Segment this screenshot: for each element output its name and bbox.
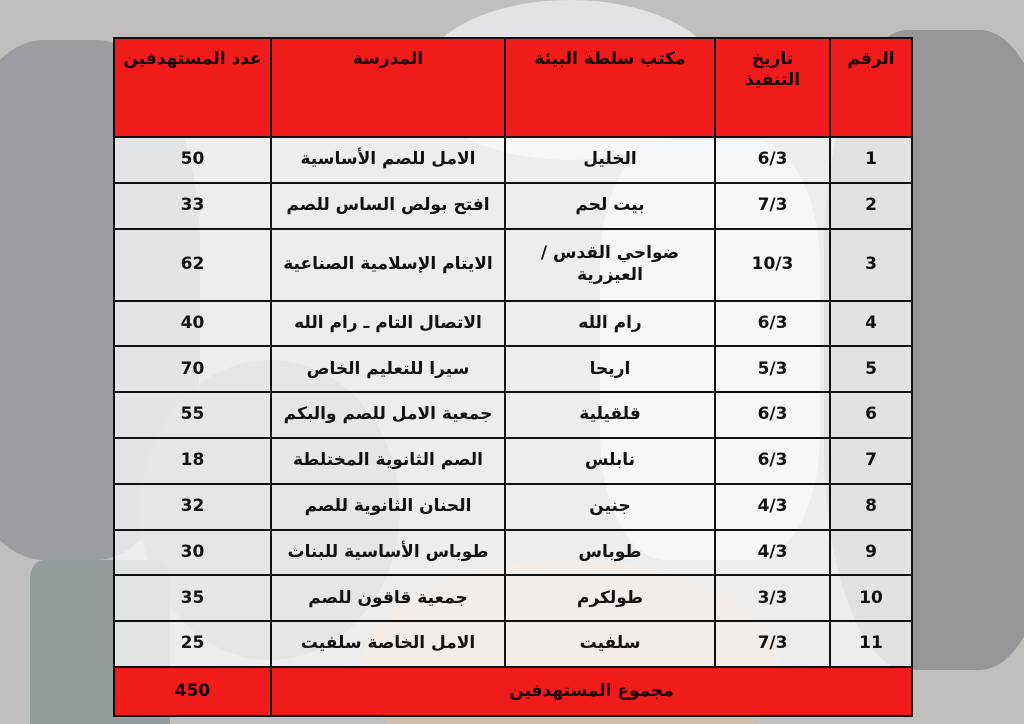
row-count: 70 <box>114 346 271 392</box>
row-date: 3/3 <box>715 575 830 621</box>
row-number: 5 <box>830 346 912 392</box>
row-date: 6/3 <box>715 438 830 484</box>
row-count: 32 <box>114 484 271 530</box>
row-number: 3 <box>830 229 912 301</box>
row-number: 11 <box>830 621 912 667</box>
row-date: 4/3 <box>715 484 830 530</box>
total-value: 450 <box>114 667 271 716</box>
row-date: 6/3 <box>715 301 830 347</box>
row-count: 35 <box>114 575 271 621</box>
row-school: الاتصال التام ـ رام الله <box>271 301 505 347</box>
row-date: 4/3 <box>715 530 830 576</box>
row-date: 6/3 <box>715 137 830 183</box>
table-row <box>114 438 912 484</box>
header-school: المدرسة <box>271 38 505 137</box>
row-office: جنين <box>505 484 715 530</box>
row-date: 6/3 <box>715 392 830 438</box>
table-row <box>114 530 912 576</box>
row-number: 10 <box>830 575 912 621</box>
table-row <box>114 301 912 347</box>
row-count: 40 <box>114 301 271 347</box>
row-date: 10/3 <box>715 229 830 301</box>
row-office: قلقيلية <box>505 392 715 438</box>
row-office: الخليل <box>505 137 715 183</box>
row-count: 55 <box>114 392 271 438</box>
row-count: 50 <box>114 137 271 183</box>
row-school: سيرا للتعليم الخاص <box>271 346 505 392</box>
table-row <box>114 575 912 621</box>
row-office: رام الله <box>505 301 715 347</box>
total-row <box>114 667 912 716</box>
row-count: 18 <box>114 438 271 484</box>
row-school: جمعية قاقون للصم <box>271 575 505 621</box>
header-row <box>114 38 912 137</box>
row-date: 7/3 <box>715 621 830 667</box>
row-school: افتح بولص الساس للصم <box>271 183 505 229</box>
total-label: مجموع المستهدفين <box>271 667 912 716</box>
row-school: الايتام الإسلامية الصناعية <box>271 229 505 301</box>
row-number: 4 <box>830 301 912 347</box>
header-office: مكتب سلطة البيئة <box>505 38 715 137</box>
row-office: طوباس <box>505 530 715 576</box>
row-count: 25 <box>114 621 271 667</box>
row-office: سلفيت <box>505 621 715 667</box>
row-office: طولكرم <box>505 575 715 621</box>
table-row <box>114 392 912 438</box>
row-date: 7/3 <box>715 183 830 229</box>
table-row <box>114 183 912 229</box>
row-number: 8 <box>830 484 912 530</box>
header-date: تاريخ التنفيذ <box>715 38 830 137</box>
table-row <box>114 621 912 667</box>
table-row <box>114 484 912 530</box>
row-school: الصم الثانوية المختلطة <box>271 438 505 484</box>
row-count: 30 <box>114 530 271 576</box>
schedule-table <box>113 37 913 717</box>
row-date: 5/3 <box>715 346 830 392</box>
row-count: 33 <box>114 183 271 229</box>
header-no: الرقم <box>830 38 912 137</box>
row-school: الامل للصم الأساسية <box>271 137 505 183</box>
row-office: اريحا <box>505 346 715 392</box>
table-row <box>114 229 912 301</box>
row-office: نابلس <box>505 438 715 484</box>
row-school: الامل الخاصة سلفيت <box>271 621 505 667</box>
row-number: 1 <box>830 137 912 183</box>
header-count: عدد المستهدفين <box>114 38 271 137</box>
row-school: جمعية الامل للصم والبكم <box>271 392 505 438</box>
row-school: الحنان الثانوية للصم <box>271 484 505 530</box>
table-row <box>114 137 912 183</box>
row-school: طوباس الأساسية للبنات <box>271 530 505 576</box>
row-number: 6 <box>830 392 912 438</box>
row-office: بيت لحم <box>505 183 715 229</box>
row-number: 7 <box>830 438 912 484</box>
table-row <box>114 346 912 392</box>
row-number: 2 <box>830 183 912 229</box>
row-count: 62 <box>114 229 271 301</box>
row-office: ضواحي القدس / العيزرية <box>505 229 715 301</box>
row-number: 9 <box>830 530 912 576</box>
